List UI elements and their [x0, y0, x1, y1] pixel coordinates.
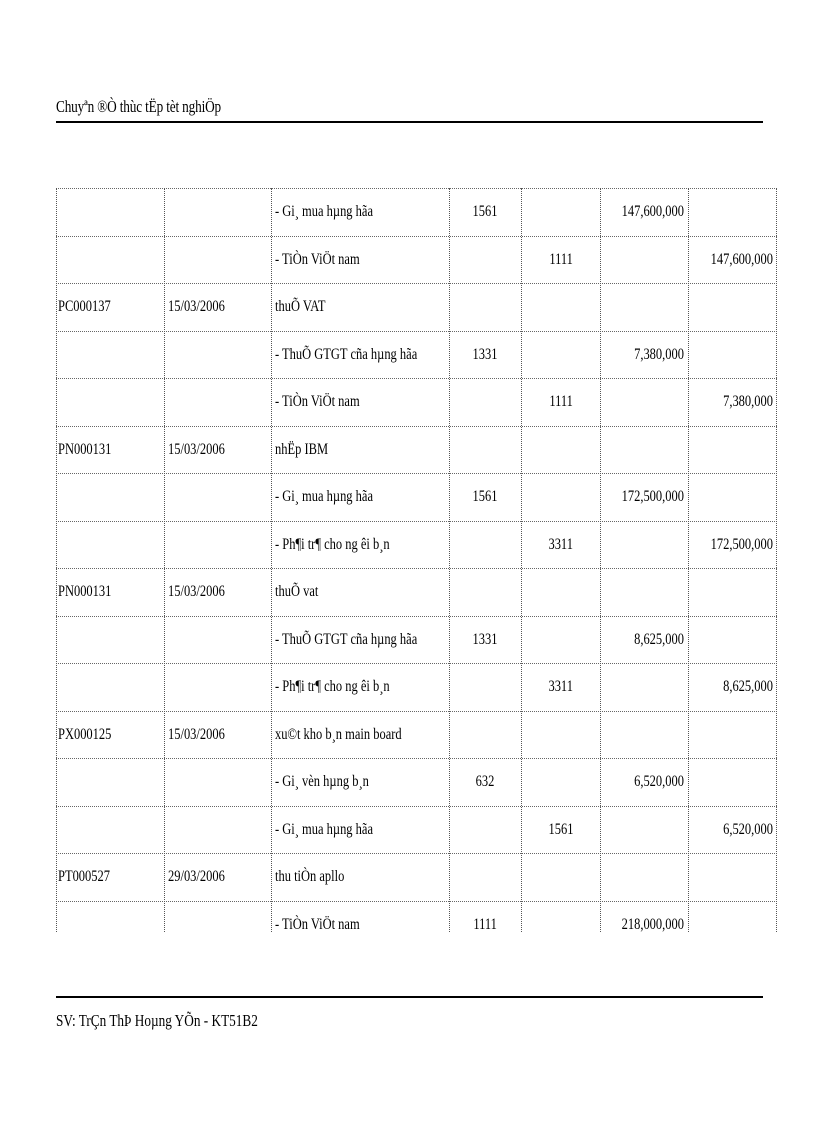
debit-amount-cell-text: 147,600,000 — [621, 203, 684, 220]
credit-account-cell-text: 3311 — [548, 678, 574, 695]
debit-account-cell — [449, 664, 521, 710]
description-cell — [275, 712, 453, 758]
voucher-code-cell-text: PX000125 — [58, 725, 112, 743]
debit-account-cell-text: 1331 — [472, 630, 498, 648]
credit-amount-cell — [689, 474, 773, 520]
credit-amount-cell-text: 6,520,000 — [723, 820, 773, 838]
voucher-code-cell — [58, 237, 160, 283]
credit-account-cell — [522, 664, 600, 710]
description-cell — [275, 189, 453, 235]
description-cell-text: - ThuÕ GTGT cña hµng hãa — [275, 345, 418, 363]
debit-account-cell — [449, 284, 521, 330]
description-cell — [275, 332, 453, 378]
debit-account-cell — [449, 237, 521, 283]
voucher-date-cell-text: 15/03/2006 — [168, 298, 225, 315]
voucher-code-cell-text: PT000527 — [58, 868, 111, 885]
credit-amount-cell-text: 7,380,000 — [723, 393, 773, 410]
credit-amount-cell — [689, 427, 773, 473]
description-cell — [275, 427, 453, 473]
column-divider — [449, 188, 450, 932]
credit-amount-cell — [689, 854, 773, 900]
debit-amount-cell — [600, 807, 684, 853]
credit-account-cell — [522, 617, 600, 663]
debit-account-cell — [449, 902, 521, 948]
voucher-code-cell — [58, 854, 160, 900]
column-divider — [164, 188, 165, 932]
credit-account-cell — [522, 569, 600, 615]
voucher-code-cell — [58, 759, 160, 805]
voucher-date-cell — [168, 237, 268, 283]
voucher-date-cell — [168, 474, 268, 520]
debit-amount-cell — [600, 332, 684, 378]
column-divider — [521, 188, 522, 932]
voucher-code-cell-text: PN000131 — [58, 440, 112, 458]
description-cell — [275, 807, 453, 853]
debit-amount-cell — [600, 284, 684, 330]
voucher-date-cell — [168, 379, 268, 425]
voucher-date-cell — [168, 427, 268, 473]
description-cell — [275, 474, 453, 520]
debit-account-cell — [449, 474, 521, 520]
credit-account-cell — [522, 379, 600, 425]
description-cell — [275, 854, 453, 900]
description-cell-text: - ThuÕ GTGT cña hµng hãa — [275, 630, 418, 648]
debit-amount-cell — [600, 664, 684, 710]
debit-amount-cell — [600, 237, 684, 283]
credit-amount-cell — [689, 902, 773, 948]
debit-account-cell-text: 1111 — [473, 915, 497, 933]
debit-account-cell — [449, 807, 521, 853]
debit-amount-cell — [600, 379, 684, 425]
voucher-code-cell — [58, 902, 160, 948]
credit-account-cell — [522, 522, 600, 568]
voucher-code-cell — [58, 807, 160, 853]
column-divider — [600, 188, 601, 932]
description-cell-text: - Ph¶i tr¶ cho ng êi b¸n — [275, 678, 390, 695]
voucher-date-cell — [168, 664, 268, 710]
debit-amount-cell — [600, 189, 684, 235]
debit-account-cell-text: 1331 — [472, 345, 498, 363]
voucher-date-cell — [168, 854, 268, 900]
voucher-code-cell — [58, 522, 160, 568]
credit-account-cell-text: 1111 — [549, 393, 573, 410]
credit-account-cell — [522, 854, 600, 900]
debit-account-cell — [449, 427, 521, 473]
debit-amount-cell — [600, 712, 684, 758]
voucher-date-cell — [168, 189, 268, 235]
description-cell-text: - TiÒn ViÖt nam — [275, 915, 360, 933]
voucher-date-cell-text: 15/03/2006 — [168, 725, 225, 743]
credit-amount-cell — [689, 522, 773, 568]
debit-amount-cell — [600, 759, 684, 805]
debit-account-cell — [449, 189, 521, 235]
column-divider — [56, 188, 57, 932]
debit-account-cell — [449, 522, 521, 568]
voucher-code-cell-text: PC000137 — [58, 298, 111, 315]
debit-account-cell — [449, 379, 521, 425]
debit-amount-cell — [600, 427, 684, 473]
description-cell-text: - TiÒn ViÖt nam — [275, 393, 360, 410]
footer-rule — [56, 996, 763, 998]
description-cell — [275, 379, 453, 425]
debit-amount-cell-text: 172,500,000 — [621, 488, 684, 505]
voucher-date-cell — [168, 332, 268, 378]
credit-account-cell — [522, 189, 600, 235]
description-cell-text: thuÕ vat — [275, 583, 319, 600]
credit-account-cell — [522, 759, 600, 805]
credit-account-cell-text: 1111 — [549, 250, 573, 268]
description-cell — [275, 569, 453, 615]
credit-amount-cell — [689, 617, 773, 663]
voucher-date-cell — [168, 569, 268, 615]
debit-account-cell-text: 1561 — [472, 488, 498, 505]
column-divider — [776, 188, 777, 932]
voucher-date-cell — [168, 902, 268, 948]
ledger-table — [56, 188, 777, 932]
debit-amount-cell-text: 7,380,000 — [634, 345, 684, 363]
debit-account-cell — [449, 569, 521, 615]
voucher-date-cell — [168, 807, 268, 853]
voucher-date-cell-text: 29/03/2006 — [168, 868, 225, 885]
credit-account-cell — [522, 427, 600, 473]
credit-account-cell — [522, 237, 600, 283]
credit-amount-cell-text: 147,600,000 — [710, 250, 773, 268]
voucher-code-cell — [58, 474, 160, 520]
voucher-code-cell — [58, 189, 160, 235]
voucher-code-cell — [58, 284, 160, 330]
description-cell-text: thu tiÒn apllo — [275, 868, 345, 885]
voucher-code-cell — [58, 427, 160, 473]
description-cell-text: - Gi¸ mua hµng hãa — [275, 488, 373, 505]
description-cell — [275, 617, 453, 663]
description-cell-text: - Gi¸ mua hµng hãa — [275, 203, 373, 220]
voucher-code-cell — [58, 712, 160, 758]
debit-amount-cell — [600, 854, 684, 900]
debit-account-cell — [449, 854, 521, 900]
voucher-date-cell-text: 15/03/2006 — [168, 583, 225, 600]
debit-account-cell-text: 1561 — [472, 203, 498, 220]
debit-amount-cell — [600, 522, 684, 568]
credit-account-cell — [522, 332, 600, 378]
page-footer-text: SV: TrÇn ThÞ Hoµng YÕn - KT51B2 — [56, 1011, 258, 1030]
description-cell — [275, 522, 453, 568]
voucher-date-cell — [168, 284, 268, 330]
voucher-code-cell — [58, 569, 160, 615]
credit-amount-cell — [689, 712, 773, 758]
credit-amount-cell — [689, 759, 773, 805]
description-cell-text: xu©t kho b¸n main board — [275, 725, 402, 743]
debit-amount-cell — [600, 569, 684, 615]
credit-account-cell — [522, 807, 600, 853]
debit-amount-cell-text: 218,000,000 — [621, 915, 684, 933]
credit-amount-cell-text: 172,500,000 — [710, 535, 773, 553]
description-cell-text: nhËp IBM — [275, 440, 329, 458]
voucher-date-cell-text: 15/03/2006 — [168, 440, 225, 458]
debit-amount-cell — [600, 617, 684, 663]
description-cell — [275, 902, 453, 948]
voucher-code-cell — [58, 379, 160, 425]
voucher-date-cell — [168, 759, 268, 805]
credit-amount-cell — [689, 807, 773, 853]
description-cell-text: thuÕ VAT — [275, 298, 326, 315]
page-header-title: Chuyªn ®Ò thùc tËp tèt nghiÖp — [56, 97, 222, 116]
description-cell-text: - TiÒn ViÖt nam — [275, 250, 360, 268]
debit-account-cell — [449, 712, 521, 758]
debit-account-cell — [449, 617, 521, 663]
debit-account-cell-text: 632 — [475, 773, 495, 790]
credit-amount-cell — [689, 189, 773, 235]
credit-amount-cell-text: 8,625,000 — [723, 678, 773, 695]
credit-amount-cell — [689, 284, 773, 330]
column-divider — [688, 188, 689, 932]
credit-amount-cell — [689, 379, 773, 425]
credit-account-cell — [522, 902, 600, 948]
credit-account-cell-text: 3311 — [548, 535, 574, 553]
debit-account-cell — [449, 332, 521, 378]
description-cell — [275, 759, 453, 805]
credit-amount-cell — [689, 664, 773, 710]
debit-account-cell — [449, 759, 521, 805]
debit-amount-cell — [600, 902, 684, 948]
credit-amount-cell — [689, 569, 773, 615]
debit-amount-cell-text: 6,520,000 — [634, 773, 684, 790]
credit-account-cell — [522, 712, 600, 758]
description-cell-text: - Ph¶i tr¶ cho ng êi b¸n — [275, 535, 390, 553]
voucher-code-cell — [58, 332, 160, 378]
credit-account-cell — [522, 284, 600, 330]
description-cell-text: - Gi¸ vèn hµng b¸n — [275, 773, 369, 790]
debit-amount-cell-text: 8,625,000 — [634, 630, 684, 648]
description-cell — [275, 284, 453, 330]
voucher-date-cell — [168, 712, 268, 758]
voucher-code-cell — [58, 617, 160, 663]
description-cell-text: - Gi¸ mua hµng hãa — [275, 820, 373, 838]
credit-amount-cell — [689, 237, 773, 283]
description-cell — [275, 664, 453, 710]
credit-amount-cell — [689, 332, 773, 378]
column-divider — [271, 188, 272, 932]
credit-account-cell-text: 1561 — [548, 820, 574, 838]
description-cell — [275, 237, 453, 283]
voucher-date-cell — [168, 522, 268, 568]
debit-amount-cell — [600, 474, 684, 520]
header-rule — [56, 121, 763, 123]
voucher-date-cell — [168, 617, 268, 663]
voucher-code-cell-text: PN000131 — [58, 583, 112, 600]
voucher-code-cell — [58, 664, 160, 710]
credit-account-cell — [522, 474, 600, 520]
